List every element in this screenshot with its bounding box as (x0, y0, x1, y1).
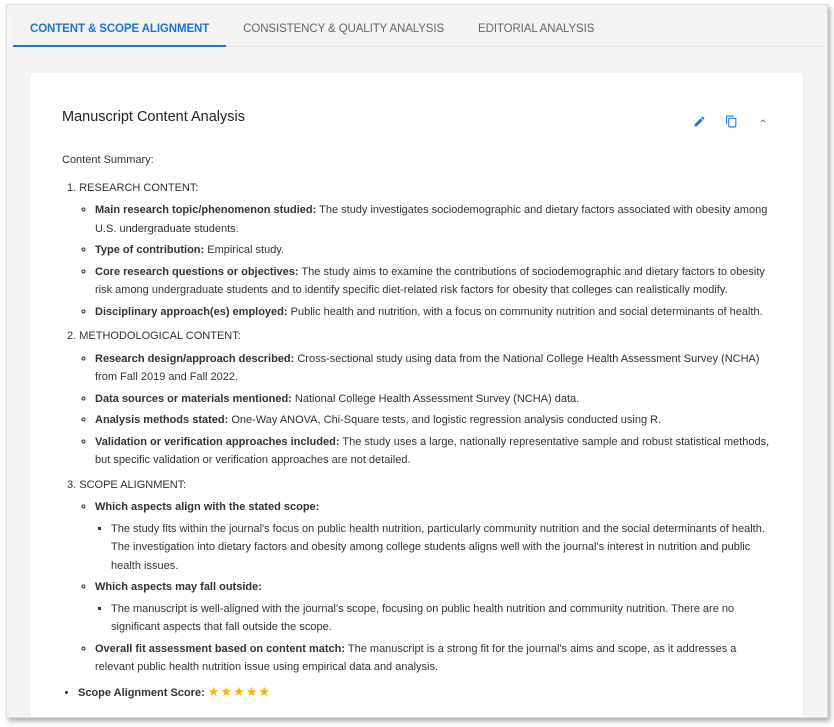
item-text: The study uses a large, nationally representative sample and robust statistical methods, but specific validation or verification approaches are not detailed. (95, 435, 770, 466)
list-item (95, 303, 777, 322)
item-label: Validation or verification approaches included: (95, 435, 340, 448)
tab-editorial[interactable]: EDITORIAL ANALYSIS (478, 23, 595, 35)
list-item (95, 498, 777, 575)
section-items (62, 201, 777, 321)
sub-list (95, 600, 777, 637)
copy-icon[interactable] (723, 113, 739, 129)
content-summary-label: Content Summary: (62, 154, 154, 166)
item-text: One-Way ANOVA, Chi-Square tests, and logistic regression analysis conducted using R. (228, 414, 662, 426)
list-item (95, 640, 777, 677)
star-icon: ★ (245, 683, 259, 699)
list-item (95, 390, 777, 409)
analysis-content (62, 151, 777, 702)
section-items (62, 498, 777, 677)
section (62, 179, 777, 322)
list-item (95, 201, 777, 238)
app-window (6, 4, 828, 718)
section (62, 476, 777, 677)
item-label: Disciplinary approach(es) employed: (95, 305, 288, 318)
sub-item: ▪ The study fits within the journal's focus on public health nutrition, particularly community nutrition and the social determinants of health. The investigation into dietary factors and obesity among college students aligns well with the journal's interest in nutrition and public health issues. (111, 520, 777, 576)
star-rating (208, 684, 271, 699)
scope-alignment-score: • Scope Alignment Score: ★★★★★ (78, 683, 777, 703)
analysis-card (30, 73, 803, 718)
item-label: Overall fit assessment based on content match: (95, 642, 346, 655)
item-text: The study investigates sociodemographic and dietary factors associated with obesity among U.S. undergraduate students. (95, 204, 768, 235)
list-item (95, 433, 777, 470)
item-label: Data sources or materials mentioned: (95, 392, 292, 405)
star-icon: ★ (258, 683, 272, 699)
list-item (95, 263, 777, 300)
section-items (62, 350, 777, 470)
section (62, 327, 777, 470)
section-heading: 1. RESEARCH CONTENT: (67, 181, 199, 194)
item-text: Public health and nutrition, with a focus on community nutrition and social determinants of health. (287, 305, 763, 318)
star-icon: ★ (220, 683, 234, 699)
item-text: National College Health Assessment Survey (NCHA) data. (291, 392, 580, 405)
sections-list (62, 179, 777, 677)
item-label: Research design/approach described: (95, 352, 295, 365)
item-label: Which aspects align with the stated scope: (95, 501, 320, 513)
item-label: Which aspects may fall outside: (95, 581, 262, 593)
item-label: Core research questions or objectives: (95, 265, 299, 278)
edit-icon[interactable] (691, 113, 707, 129)
list-item (95, 411, 777, 430)
item-label: Main research topic/phenomenon studied: (95, 204, 317, 216)
item-label: Analysis methods stated: (95, 414, 229, 426)
card-actions (691, 113, 771, 129)
card-title: Manuscript Content Analysis (62, 109, 245, 125)
sub-list (95, 520, 777, 576)
tab-content-scope[interactable]: CONTENT & SCOPE ALIGNMENT (13, 11, 226, 47)
list-item (95, 578, 777, 637)
item-text: The manuscript is a strong fit for the journal's aims and scope, as it addresses a relevant public health nutrition issue using empirical data and analysis. (95, 642, 737, 673)
list-item (95, 241, 777, 260)
star-icon: ★ (207, 683, 221, 699)
sub-item: ▪ The manuscript is well-aligned with the journal's scope, focusing on public health nutrition and community nutrition. There are no significant aspects that fall outside the scope. (111, 600, 777, 637)
section-heading: 2. METHODOLOGICAL CONTENT: (67, 330, 241, 342)
tab-bar (13, 11, 825, 47)
item-label: Type of contribution: (95, 244, 205, 256)
score-list (62, 683, 777, 703)
section-heading: 3. SCOPE ALIGNMENT: (67, 478, 187, 491)
star-icon: ★ (233, 683, 246, 699)
item-text: Cross-sectional study using data from the National College Health Assessment Survey (NCHA) from Fall 2019 and Fall 2022. (95, 352, 760, 383)
item-text: Empirical study. (204, 244, 285, 256)
collapse-chevron-up-icon[interactable] (755, 113, 771, 129)
item-text: The study aims to examine the contributions of sociodemographic and dietary factors to obesity risk among undergraduate students and to identify specific diet-related risk factors for obesity that colleges can realistically modify. (95, 265, 765, 296)
tab-consistency-quality[interactable]: CONSISTENCY & QUALITY ANALYSIS (243, 23, 445, 35)
list-item (95, 350, 777, 387)
